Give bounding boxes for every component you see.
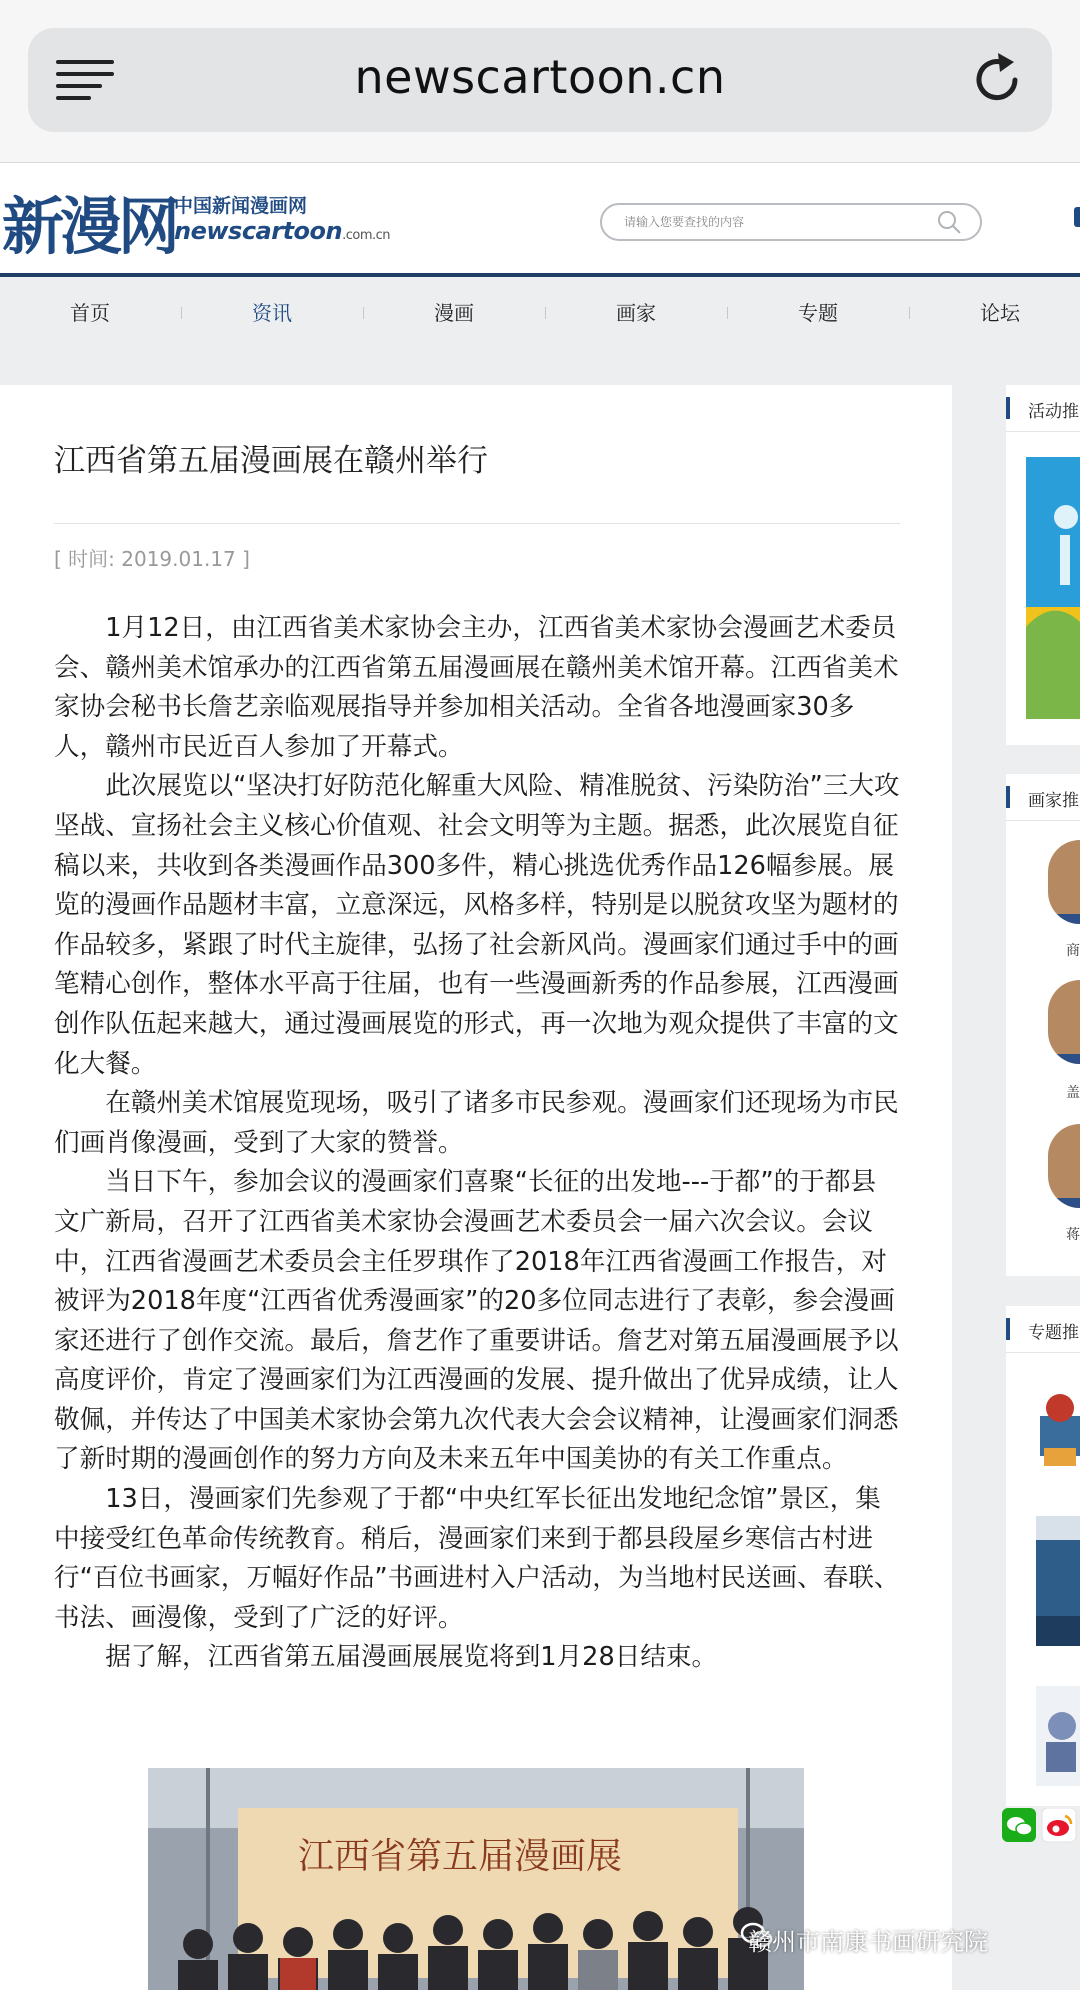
nav-item-forum[interactable]: 论坛 <box>980 301 1020 325</box>
url-text[interactable]: newscartoon.cn <box>354 50 726 104</box>
nav-separator <box>727 307 728 319</box>
sidebar-header <box>1006 774 1080 821</box>
watermark-text: 赣州市南康书画研究院 <box>748 1928 988 1956</box>
wechat-share-icon[interactable] <box>1002 1808 1036 1842</box>
artist-name[interactable]: 蒋 <box>1066 1227 1080 1243</box>
sidebar-header <box>1006 385 1080 432</box>
sidebar-header-bar <box>1006 1318 1010 1340</box>
main-nav <box>0 277 1080 385</box>
group-photo <box>148 1768 804 1990</box>
header-edge-mark <box>1074 207 1080 227</box>
logo-subtitle-cn: 中国新闻漫画网 <box>174 195 308 217</box>
logo-en-text: newscartoon <box>174 217 343 245</box>
nav-item-news[interactable]: 资讯 <box>252 301 292 325</box>
sidebar-header-label[interactable]: 活动推 <box>1028 402 1079 422</box>
activity-banner-image[interactable] <box>1026 457 1080 719</box>
article-body <box>54 609 900 1678</box>
weibo-share-icon[interactable] <box>1042 1808 1076 1842</box>
nav-item-topics[interactable]: 专题 <box>798 301 838 325</box>
article-title: 江西省第五届漫画展在赣州举行 <box>54 443 488 479</box>
sidebar-header-bar <box>1006 397 1010 419</box>
topic-thumbnail[interactable] <box>1036 1686 1080 1786</box>
nav-separator <box>909 307 910 319</box>
search-box[interactable] <box>600 203 982 241</box>
browser-toolbar <box>0 0 1080 163</box>
site-logo[interactable]: 新漫网 <box>2 190 177 263</box>
nav-item-artists[interactable]: 画家 <box>616 301 656 325</box>
avatar[interactable] <box>1048 840 1080 924</box>
sidebar-header-label[interactable]: 专题推 <box>1028 1323 1079 1343</box>
photo-banner-text: 江西省第五届漫画展 <box>298 1836 623 1877</box>
sidebar-header-bar <box>1006 786 1010 808</box>
artist-name[interactable]: 商 <box>1066 943 1080 959</box>
title-divider <box>54 523 900 524</box>
article-paragraph: 此次展览以“坚决打好防范化解重大风险、精准脱贫、污染防治”三大攻坚战、宣扬社会主义核心价值观、社会文明等为主题。据悉，此次展览自征稿以来，共收到各类漫画作品300多件，精心挑选优秀作品126幅参展。展览的漫画作品题材丰富，立意深远，风格多样，特别是以脱贫攻坚为题材的作品较多，紧跟了时代主旋律，弘扬了社会新风尚。漫画家们通过手中的画笔精心创作，整体水平高于往届，也有一些漫画新秀的作品参展，江西漫画创作队伍起来越大，通过漫画展览的形式，再一次地为观众提供了丰富的文化大餐。 <box>54 771 900 1079</box>
reload-icon[interactable] <box>968 50 1026 108</box>
topic-thumbnail[interactable] <box>1040 1386 1080 1476</box>
article-panel <box>0 385 952 1990</box>
avatar[interactable] <box>1048 1124 1080 1208</box>
nav-item-cartoon[interactable]: 漫画 <box>434 301 474 325</box>
logo-domain: .com.cn <box>342 228 391 243</box>
nav-separator <box>181 307 182 319</box>
social-share-bar <box>1002 1808 1080 1844</box>
nav-separator <box>545 307 546 319</box>
nav-item-home[interactable]: 首页 <box>70 301 110 325</box>
article-date: [ 时间: 2019.01.17 ] <box>54 547 250 571</box>
article-paragraph: 在赣州美术馆展览现场，吸引了诸多市民参观。漫画家们还现场为市民们画肖像漫画，受到了大家的赞誉。 <box>54 1088 899 1158</box>
article-paragraph: 据了解，江西省第五届漫画展展览将到1月28日结束。 <box>105 1642 718 1673</box>
sidebar-panel-topics <box>1006 1306 1080 1806</box>
artist-name[interactable]: 盖 <box>1066 1085 1080 1101</box>
sidebar-panel-activity <box>1006 385 1080 745</box>
article-photo[interactable] <box>148 1768 804 1990</box>
logo-subtitle-en <box>174 217 390 245</box>
article-paragraph: 1月12日，由江西省美术家协会主办，江西省美术家协会漫画艺术委员会、赣州美术馆承办的江西省第五届漫画展在赣州美术馆开幕。江西省美术家协会秘书长詹艺亲临观展指导并参加相关活动。全省各地漫画家30多人，赣州市民近百人参加了开幕式。 <box>54 613 899 762</box>
sidebar-panel-artists <box>1006 774 1080 1276</box>
address-bar[interactable] <box>28 28 1052 132</box>
article-paragraph: 13日，漫画家们先参观了于都“中央红军长征出发地纪念馆”景区，集中接受红色革命传统教育。稍后，漫画家们来到于都县段屋乡寒信古村进行“百位书画家，万幅好作品”书画进村入户活动，为当地村民送画、春联、书法、画漫像，受到了广泛的好评。 <box>54 1484 900 1633</box>
site-header <box>0 163 1080 277</box>
topic-thumbnail[interactable] <box>1036 1516 1080 1646</box>
avatar[interactable] <box>1048 980 1080 1064</box>
nav-separator <box>363 307 364 319</box>
search-icon[interactable] <box>936 209 962 235</box>
sidebar-header <box>1006 1306 1080 1353</box>
search-placeholder: 请输入您要查找的内容 <box>624 215 745 229</box>
sidebar-header-label[interactable]: 画家推 <box>1028 791 1079 811</box>
article-paragraph: 当日下午，参加会议的漫画家们喜聚“长征的出发地---于都”的于都县文广新局，召开了江西省美术家协会漫画艺术委员会一届六次会议。会议中，江西省漫画艺术委员会主任罗琪作了2018年江西省漫画工作报告，对被评为2018年度“江西省优秀漫画家”的20多位同志进行了表彰，参会漫画家还进行了创作交流。最后，詹艺作了重要讲话。詹艺对第五届漫画展予以高度评价，肯定了漫画家们为江西漫画的发展、提升做出了优异成绩，让人敬佩，并传达了中国美术家协会第九次代表大会会议精神，让漫画家们洞悉了新时期的漫画创作的努力方向及未来五年中国美协的有关工作重点。 <box>54 1167 899 1475</box>
